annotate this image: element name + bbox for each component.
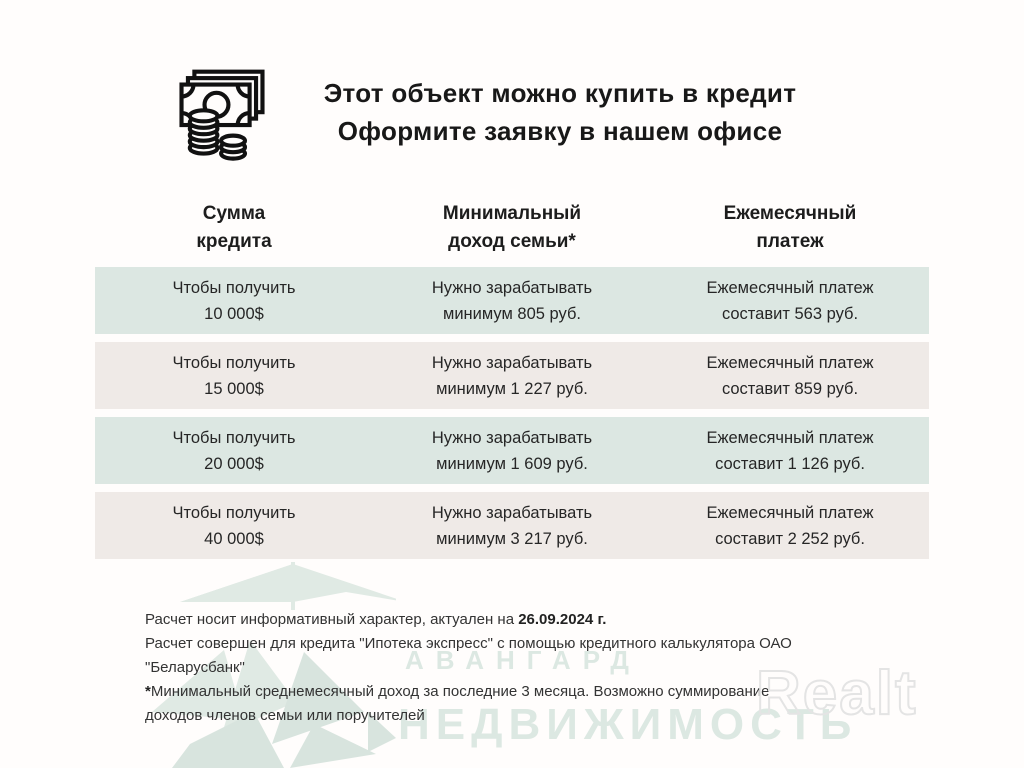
table-row xyxy=(95,417,929,484)
cell-min-income: Нужно зарабатывать минимум 3 217 руб. xyxy=(431,503,593,548)
cell-monthly-payment: Ежемесячный платеж составит 563 руб. xyxy=(706,278,874,323)
table-row xyxy=(95,267,929,334)
column-header-credit-sum: Сумма кредита xyxy=(196,203,272,252)
column-header-min-income: Минимальный доход семьи* xyxy=(442,203,582,252)
page-title xyxy=(250,74,870,150)
agency-watermark-line2: НЕДВИЖИМОСТЬ xyxy=(398,700,858,749)
cell-min-income: Нужно зарабатывать минимум 1 227 руб. xyxy=(431,353,593,398)
realt-watermark: Realt xyxy=(756,659,918,728)
cell-min-income: Нужно зарабатывать минимум 805 руб. xyxy=(431,278,593,323)
footnote-line: *Минимальный среднемесячный доход за последние 3 месяца. Возможно суммирование xyxy=(145,683,770,700)
cell-monthly-payment: Ежемесячный платеж составит 1 126 руб. xyxy=(706,428,874,473)
page-title-line1: Этот объект можно купить в кредит xyxy=(323,78,797,108)
footnote-line: доходов членов семьи или поручителей xyxy=(145,707,425,724)
page-title-line2: Оформите заявку в нашем офисе xyxy=(337,116,783,146)
table-row xyxy=(95,342,929,409)
cell-credit-sum: Чтобы получить 20 000$ xyxy=(172,428,296,473)
cell-credit-sum: Чтобы получить 10 000$ xyxy=(172,278,296,323)
cell-credit-sum: Чтобы получить 40 000$ xyxy=(172,503,296,548)
footnote-line: Расчет совершен для кредита "Ипотека экспресс" с помощью кредитного калькулятора ОАО xyxy=(145,635,792,652)
footnote-date: 26.09.2024 г. xyxy=(518,611,607,628)
column-header-monthly-payment: Ежемесячный платеж xyxy=(723,203,857,252)
agency-watermark-line1: АВАНГАРД xyxy=(405,645,641,675)
table-body xyxy=(95,267,929,567)
footnote-line: Расчет носит информативный характер, актуален на 26.09.2024 г. xyxy=(145,611,607,628)
table-row xyxy=(95,492,929,559)
table-header-row xyxy=(95,200,929,256)
cell-monthly-payment: Ежемесячный платеж составит 2 252 руб. xyxy=(706,503,874,548)
cell-min-income: Нужно зарабатывать минимум 1 609 руб. xyxy=(431,428,593,473)
cell-credit-sum: Чтобы получить 15 000$ xyxy=(172,353,296,398)
cell-monthly-payment: Ежемесячный платеж составит 859 руб. xyxy=(706,353,874,398)
footnote-line: "Беларусбанк" xyxy=(145,659,245,676)
footnote-asterisk: * xyxy=(145,683,151,700)
